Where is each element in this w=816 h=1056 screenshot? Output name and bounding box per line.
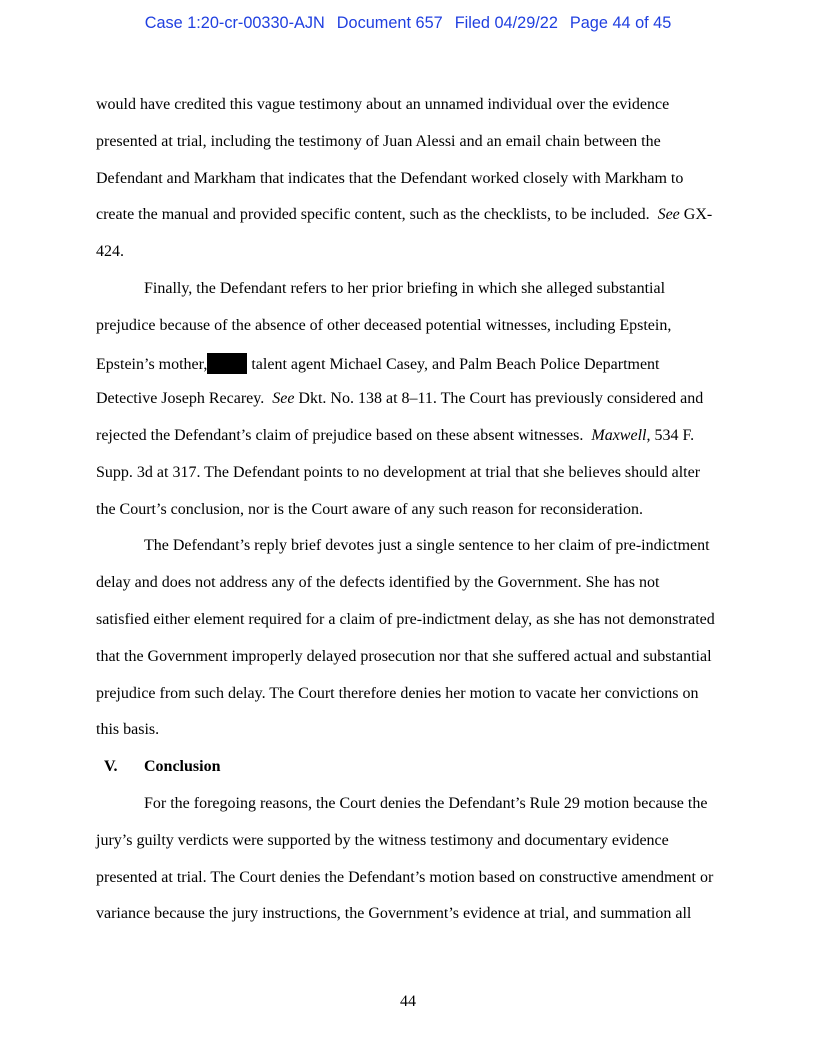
text-run: Dkt. No. 138 at 8–11. The Court has previously considered and	[298, 390, 704, 407]
case-number: Case 1:20-cr-00330-AJN	[144, 14, 325, 32]
filed-date: Filed 04/29/22	[454, 14, 558, 32]
body-line: the Court’s conclusion, nor is the Court aware of any such reason for reconsideration.	[96, 501, 643, 518]
citation-signal: See	[657, 206, 680, 223]
body-line: would have credited this vague testimony about an unnamed individual over the evidence	[96, 96, 670, 113]
body-line: The Defendant’s reply brief devotes just a single sentence to her claim of pre-indictment	[144, 537, 710, 554]
body-line: presented at trial. The Court denies the Defendant’s motion based on constructive amendment or	[96, 869, 714, 886]
body-line: variance because the jury instructions, the Government’s evidence at trial, and summation all	[96, 905, 692, 922]
body-line	[96, 353, 660, 374]
body-line: Defendant and Markham that indicates that the Defendant worked closely with Markham to	[96, 170, 684, 187]
body-line: satisfied either element required for a claim of pre-indictment delay, as she has not demonstrated	[96, 611, 715, 628]
page-indicator: Page 44 of 45	[569, 14, 672, 32]
body-line: that the Government improperly delayed prosecution nor that she suffered actual and substantial	[96, 648, 712, 665]
document-number: Document 657	[336, 14, 443, 32]
redaction-box	[207, 353, 247, 374]
text-run: rejected the Defendant’s claim of prejudice based on these absent witnesses.	[96, 427, 584, 444]
body-line: delay and does not address any of the defects identified by the Government. She has not	[96, 574, 660, 591]
citation-signal: See	[272, 390, 295, 407]
case-name: Maxwell	[591, 427, 647, 444]
body-line: Supp. 3d at 317. The Defendant points to no development at trial that she believes should alter	[96, 464, 701, 481]
body-line: this basis.	[96, 721, 160, 738]
case-header	[0, 14, 816, 33]
body-line: For the foregoing reasons, the Court denies the Defendant’s Rule 29 motion because the	[144, 795, 708, 812]
body-line: 424.	[96, 243, 124, 260]
body-line	[96, 427, 694, 445]
body-line	[96, 390, 703, 408]
body-line	[96, 206, 712, 224]
body-line: jury’s guilty verdicts were supported by the witness testimony and documentary evidence	[96, 832, 669, 849]
section-number: V.	[104, 758, 118, 775]
text-run: , 534 F.	[646, 427, 695, 444]
text-run: create the manual and provided specific content, such as the checklists, to be included.	[96, 206, 650, 223]
body-line: presented at trial, including the testimony of Juan Alessi and an email chain between the	[96, 133, 661, 150]
body-line: prejudice from such delay. The Court therefore denies her motion to vacate her convictions on	[96, 685, 699, 702]
section-title: Conclusion	[144, 758, 221, 775]
page-number: 44	[400, 993, 416, 1010]
text-run: GX-	[683, 206, 713, 223]
body-line: prejudice because of the absence of other deceased potential witnesses, including Epstein,	[96, 317, 672, 334]
text-run: Epstein’s mother,	[96, 356, 208, 373]
body-line: Finally, the Defendant refers to her prior briefing in which she alleged substantial	[144, 280, 666, 297]
text-run: Detective Joseph Recarey.	[96, 390, 265, 407]
text-run: talent agent Michael Casey, and Palm Beach Police Department	[251, 356, 660, 373]
